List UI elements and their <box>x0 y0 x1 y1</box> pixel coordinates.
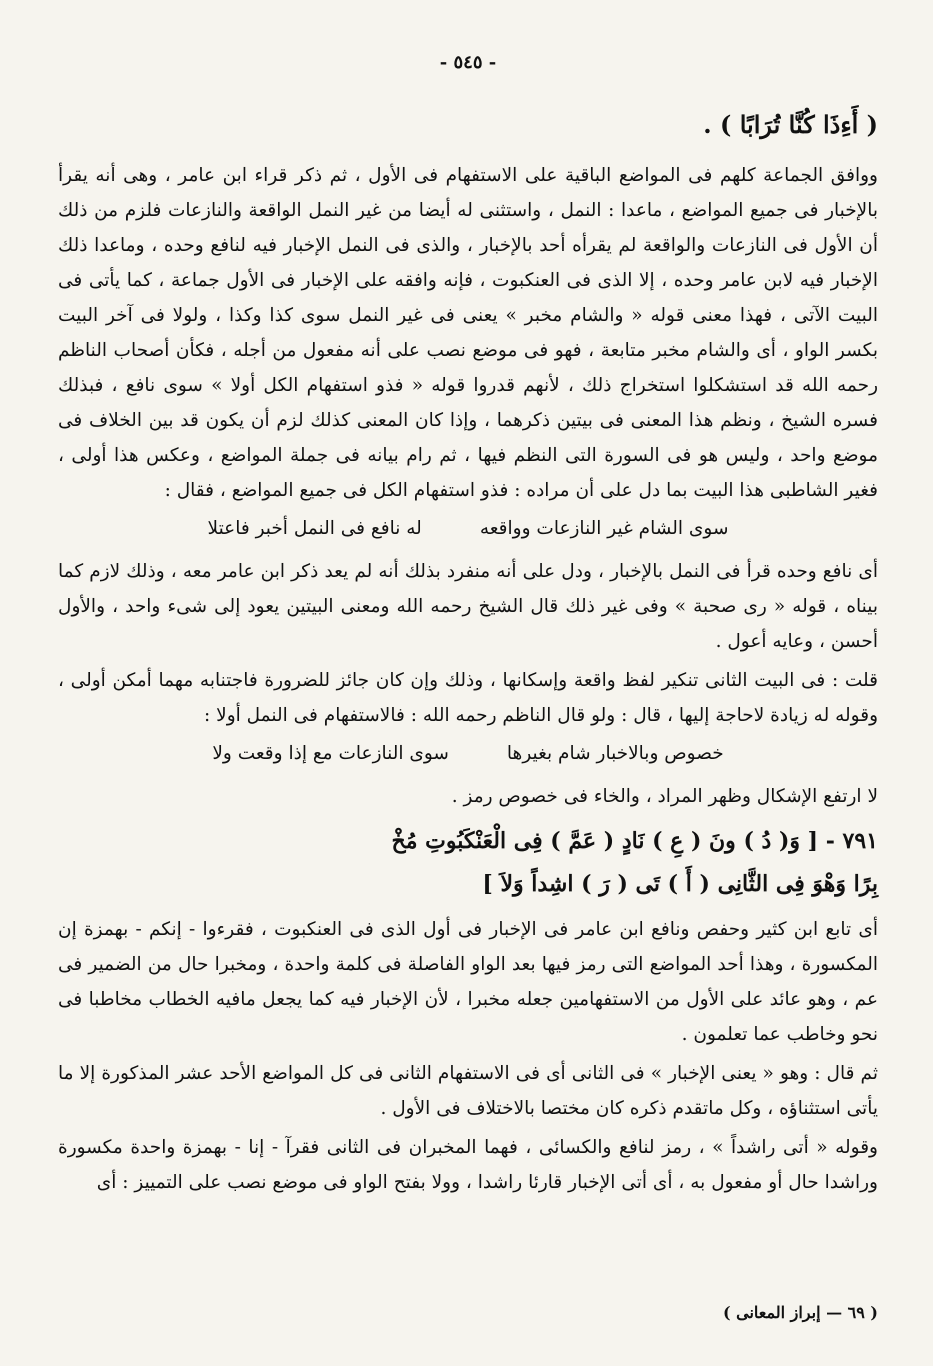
quranic-phrase: ( أَءِذَا كُنَّا تُرَابًا ) . <box>703 110 878 139</box>
paragraph-4: لا ارتفع الإشكال وظهر المراد ، والخاء فى خصوص رمز . <box>451 786 878 807</box>
paragraph-3: قلت : فى البيت الثانى تنكير لفظ واقعة وإسكانها ، وذلك وإن كان جائز للضرورة فاجتنابه مهما أمكن أولى ، وقوله له زيادة لاحاجة إليها ، قال : ولو قال الناظم رحمه الله : فالاستفهام فى النمل أولا : <box>58 670 878 726</box>
poem-verse-2 <box>58 735 878 773</box>
poem-verse-1-first-hemistich: سوى الشام غير النازعات وواقعه <box>479 518 729 539</box>
book-page <box>58 40 878 1330</box>
paragraph-2: أى نافع وحده قرأ فى النمل بالإخبار ، ودل على أنه منفرد بذلك أنه لم يعد ذكر ابن عامر معه ، وذلك لازم كما بيناه ، قوله « رى صحبة » وفى غير ذلك قال الشيخ رحمه الله ومعنى البيتين يعود إلى شىء واحد ، والأول أحسن ، وعايه أعول . <box>58 561 878 652</box>
paragraph-1: ووافق الجماعة كلهم فى المواضع الباقية على الاستفهام فى الأول ، ثم ذكر قراء ابن عامر ، وهى أنه يقرأ بالإخبار فى جميع المواضع ، ماعدا : النمل ، واستثنى له أيضا من غير النمل الواقعة والنازعات فلزم من ذلك أن الأول فى النازعات والواقعة لم يقرأه أحد بالإخبار ، والذى فى النمل الإخبار فيه لنافع وحده ، وماعدا ذلك الإخبار فيه لابن عامر وحده ، إلا الذى فى العنكبوت ، فإنه وافقه على الإخبار فى الأول جماعة ، كما يأتى فى البيت الآتى ، فهذا معنى قوله « والشام مخبر » يعنى فى غير النمل سوى كذا وكذا ، ولولا فى آخر البيت بكسر الواو ، أى والشام مخبر متابعة ، فهو فى موضع نصب على أنه مفعول من أجله ، فكأن أصحاب الناظم رحمه الله قد استشكلوا استخراج ذلك ، لأنهم قدروا قوله « فذو استفهام الكل أولا » سوى نافع ، فبذلك فسره الشيخ ، ونظم هذا المعنى فى بيتين ذكرهما ، وإذا كان المعنى كذلك لزم أن يكون قد بين الخلاف فى موضع واحد ، وليس هو فى السورة التى النظم فيها ، ثم رام بيانه فى جملة المواضع ، وعكس هذا أولى ، فغير الشاطبى هذا البيت بما دل على أن مراده : فذو استفهام الكل فى جميع المواضع ، فقال : <box>58 165 878 501</box>
paragraph-5: أى تابع ابن كثير وحفص ونافع ابن عامر فى الإخبار فى أول الذى فى العنكبوت ، فقرءوا - إنكم - بهمزة إن المكسورة ، وهذا أحد المواضع التى رمز فيها بعد الواو الفاصلة فى كلمة واحدة ، ومخبرا حال من الضمير فى عم ، وهو عائد على الأول من الاستفهامين جعله مخبرا ، لأن الإخبار فيه كما يجعل مافيه الخطاب مخاطبا فى نحو وخاطب عما تعلمون . <box>58 919 878 1045</box>
commentary-verse-line-1: ٧٩١ - [ وَ( دُ ) ونَ ( عِ ) نَادٍ ( عَمَّ ) فِى الْعَنْكَبُوتِ مُخْ <box>391 828 878 854</box>
commentary-verse-791 <box>58 820 878 906</box>
paragraph-7: وقوله « أتى راشداً » ، رمز لنافع والكسائى ، فهما المخبران فى الثانى فقرآ - إنا - بهمزة واحدة مكسورة وراشدا حال أو مفعول به ، أى أتى الإخبار قارئا راشدا ، وولا بفتح الواو فى موضع نصب على التمييز : أى <box>58 1137 878 1193</box>
page-footer: ( ٦٩ — إبراز المعانى ) <box>722 1303 878 1322</box>
page-number: - ٥٤٥ - <box>439 52 497 73</box>
poem-verse-2-first-hemistich: خصوص وبالاخبار شام بغيرها <box>506 743 724 764</box>
poem-verse-1 <box>58 510 878 548</box>
page-body <box>58 158 878 1200</box>
commentary-verse-line-2: بِرًا وَهْوَ فِى الثَّانِى ( أَ ) تَى ( رَ ) اشِداً وَلاَ ] <box>482 871 878 897</box>
paragraph-6: ثم قال : وهو « يعنى الإخبار » فى الثانى أى فى الاستفهام الثانى فى كل المواضع الأحد عشر المذكورة إلا ما يأتى استثناؤه ، وكل ماتقدم ذكره كان مختصا بالاختلاف فى الأول . <box>58 1063 878 1119</box>
poem-verse-2-second-hemistich: سوى النازعات مع إذا وقعت ولا <box>212 743 449 764</box>
poem-verse-1-second-hemistich: له نافع فى النمل أخبر فاعتلا <box>207 518 422 539</box>
